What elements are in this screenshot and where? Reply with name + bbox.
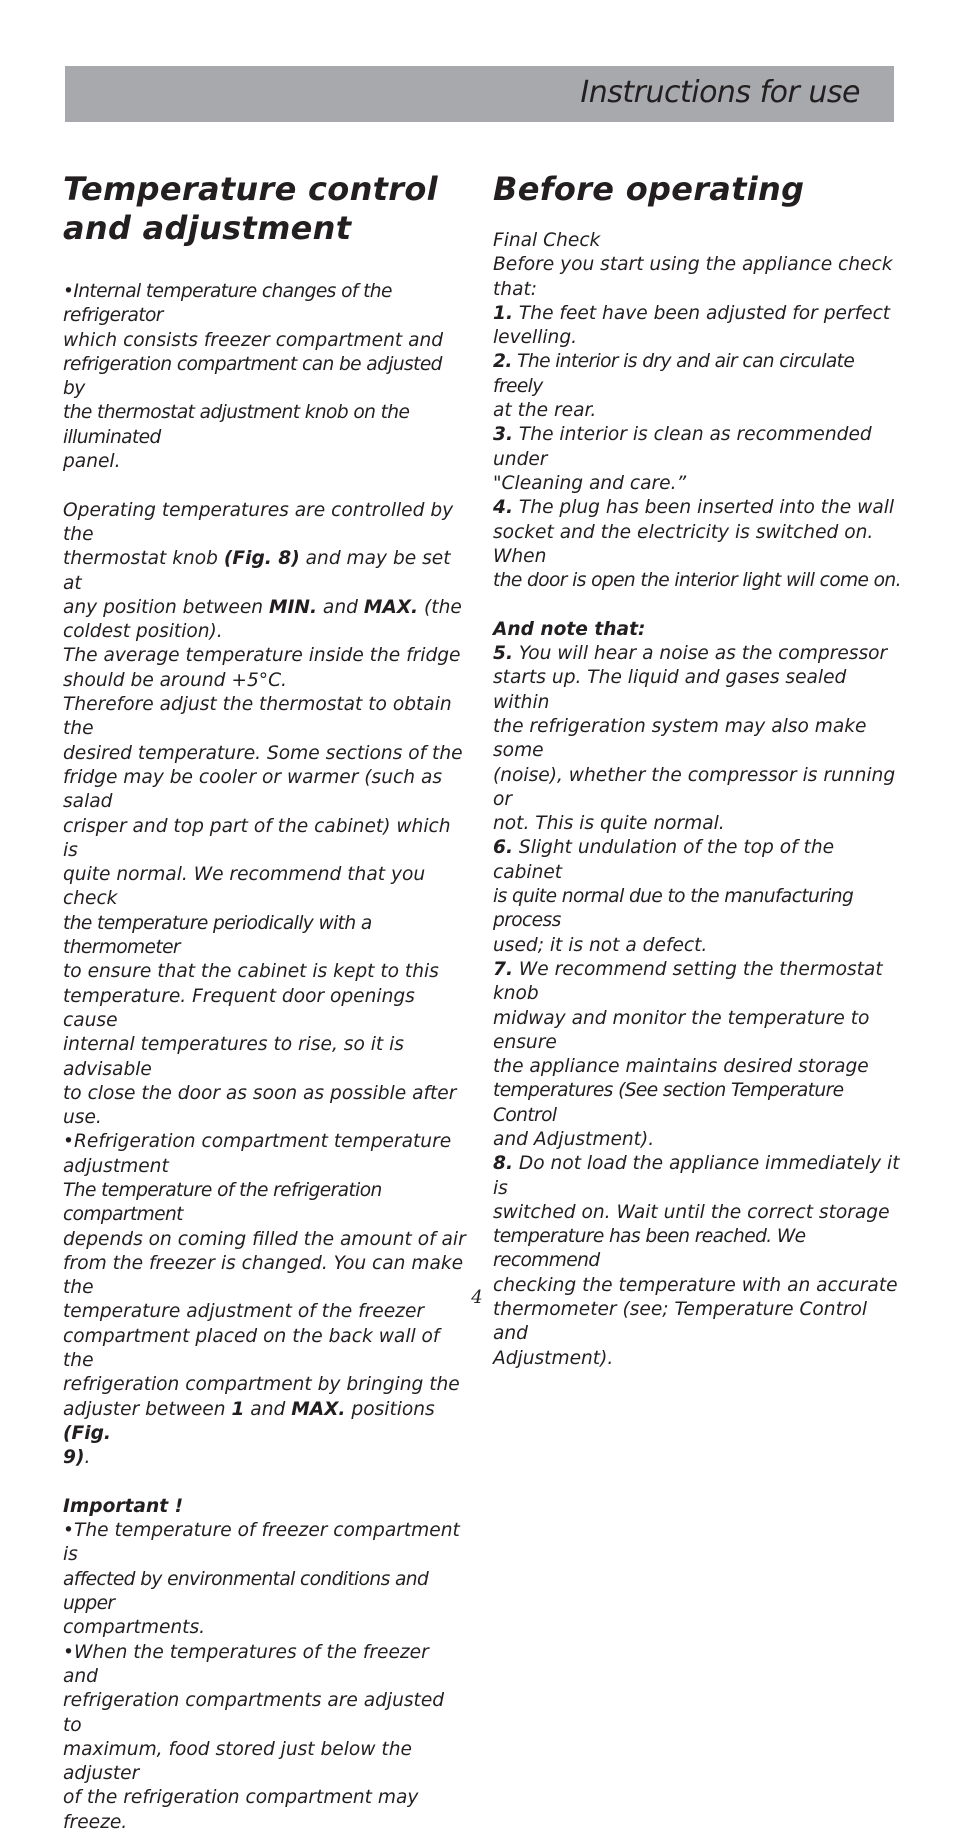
text-line: •When the temperatures of the freezer and	[63, 1641, 429, 1687]
text-line: •Refrigeration compartment temperature	[63, 1131, 452, 1153]
text-span: The interior is dry and air can circulate freely	[493, 351, 855, 397]
item-number: 2.	[493, 351, 512, 373]
text-line: temperature adjustment of the freezer	[63, 1301, 425, 1323]
text-line: panel.	[63, 451, 121, 473]
text-span: and may be set at	[63, 548, 451, 594]
text-span: and	[317, 596, 364, 618]
text-span: thermostat knob	[63, 548, 224, 570]
item-number: 7.	[493, 958, 514, 980]
text-line	[63, 596, 468, 620]
note-item	[493, 1152, 903, 1201]
item-number: 1.	[493, 302, 514, 324]
text-span: You will hear a noise as the compressor	[513, 643, 888, 665]
final-check-label: Final Check	[493, 230, 601, 251]
position-one: 1	[231, 1398, 245, 1420]
text-line: temperature. Frequent door openings cause	[63, 985, 415, 1031]
max-label: MAX.	[291, 1398, 346, 1420]
text-line: to ensure that the cabinet is kept to this	[63, 961, 439, 983]
text-span: any position between	[63, 596, 269, 618]
header-bar	[65, 66, 894, 122]
text-span: .	[84, 1447, 91, 1469]
section-title-line: and adjustment	[63, 209, 352, 247]
check-item	[493, 302, 903, 326]
fig-ref: (Fig.	[63, 1422, 111, 1444]
page-number: 4	[471, 1287, 483, 1308]
text-line: the temperature periodically with a thermometer	[63, 912, 372, 959]
text-line: compartments.	[63, 1617, 206, 1639]
text-line: internal temperatures to rise, so it is advisable	[63, 1034, 404, 1080]
note-item	[493, 836, 903, 885]
text-line: depends on coming filled the amount of air	[63, 1228, 466, 1250]
text-line: adjustment	[63, 1155, 169, 1177]
item-number: 5.	[493, 643, 514, 665]
text-line: switched on. Wait until the correct storage	[493, 1201, 890, 1223]
text-span: Slight undulation of the top of the cabinet	[493, 837, 835, 883]
text-line: checking the temperature with an accurate	[493, 1274, 898, 1296]
check-item	[493, 496, 903, 520]
note-item	[493, 642, 903, 666]
text-span: positions	[345, 1398, 435, 1420]
text-line: starts up. The liquid and gases sealed within	[493, 667, 847, 713]
item-number: 4.	[493, 497, 514, 519]
text-line: not. This is quite normal.	[493, 813, 725, 835]
header-title: Instructions for use	[580, 75, 860, 110]
temperature-body	[63, 280, 468, 1835]
item-number: 8.	[493, 1153, 514, 1175]
text-line	[63, 547, 468, 596]
text-line: crisper and top part of the cabinet) which is	[63, 815, 451, 861]
text-line: should be around +5°C.	[63, 669, 287, 691]
text-line: midway and monitor the temperature to ensure	[493, 1007, 870, 1053]
text-line: and Adjustment).	[493, 1128, 655, 1150]
check-item	[493, 350, 903, 399]
text-line: coldest position).	[63, 621, 223, 643]
text-line: maximum, food stored just below the adjuster	[63, 1738, 412, 1785]
text-line: The temperature of the refrigeration compartment	[63, 1179, 382, 1226]
text-line: is quite normal due to the manufacturing process	[493, 886, 854, 932]
text-line: the appliance maintains desired storage	[493, 1056, 869, 1078]
text-line: temperature has been reached. We recommend	[493, 1226, 806, 1272]
text-line: levelling.	[493, 327, 578, 349]
note-item	[493, 958, 903, 1007]
text-line: socket and the electricity is switched on. When	[493, 521, 874, 567]
right-column	[493, 170, 903, 1371]
text-line: quite normal. We recommend that you check	[63, 864, 426, 910]
text-span: (the	[418, 596, 462, 618]
text-span: adjuster between	[63, 1398, 232, 1420]
text-span: The interior is clean as recommended under	[493, 424, 872, 470]
min-label: MIN.	[268, 596, 318, 618]
text-line: temperatures (See section Temperature Control	[493, 1080, 844, 1126]
text-line: used; it is not a defect.	[493, 934, 708, 956]
text-line: from the freezer is changed. You can make the	[63, 1252, 464, 1299]
check-item	[493, 423, 903, 472]
before-operating-body	[493, 229, 903, 1371]
left-column	[63, 170, 468, 1835]
text-line: thermometer (see; Temperature Control and	[493, 1299, 868, 1345]
text-line: Therefore adjust the thermostat to obtain the	[63, 694, 452, 740]
text-line: which consists freezer compartment and	[63, 329, 444, 351]
text-line: affected by environmental conditions and upper	[63, 1568, 429, 1615]
text-line: to close the door as soon as possible after use.	[63, 1082, 457, 1129]
important-heading: Important !	[63, 1495, 184, 1517]
text-span: Do not load the appliance immediately it is	[493, 1153, 900, 1199]
text-line: •The temperature of freezer compartment is	[63, 1520, 460, 1566]
fig-ref: (Fig. 8)	[223, 548, 300, 570]
text-line: Before you start using the appliance check that:	[493, 254, 893, 300]
text-line: at the rear.	[493, 400, 597, 422]
item-number: 6.	[493, 837, 514, 859]
section-title-before-operating: Before operating	[493, 170, 805, 208]
text-line: refrigeration compartments are adjusted to	[63, 1690, 445, 1736]
text-line: desired temperature. Some sections of the	[63, 742, 463, 764]
section-title-temperature	[63, 170, 468, 248]
text-line: refrigeration compartment by bringing the	[63, 1374, 460, 1396]
text-span: and	[244, 1398, 292, 1420]
text-line	[63, 1446, 468, 1470]
text-line: the refrigeration system may also make some	[493, 715, 867, 762]
fig-ref: 9)	[63, 1447, 85, 1469]
text-line: of the refrigeration compartment may freeze.	[63, 1787, 419, 1833]
text-line	[63, 1398, 468, 1447]
text-line: Adjustment).	[493, 1347, 614, 1369]
text-line: The average temperature inside the fridge	[63, 645, 461, 667]
text-span: The feet have been adjusted for perfect	[513, 302, 891, 324]
text-line: fridge may be cooler or warmer (such as salad	[63, 766, 443, 813]
item-number: 3.	[493, 424, 514, 446]
note-heading: And note that:	[493, 618, 646, 640]
text-line: compartment placed on the back wall of the	[63, 1325, 440, 1372]
text-span: The plug has been inserted into the wall	[513, 497, 895, 519]
text-span: We recommend setting the thermostat knob	[493, 958, 883, 1005]
text-line: (noise), whether the compressor is running or	[493, 764, 896, 810]
text-line: the door is open the interior light will come on.	[493, 570, 901, 592]
text-line: Operating temperatures are controlled by the	[63, 499, 454, 545]
text-line: the thermostat adjustment knob on the illuminated	[63, 402, 410, 448]
max-label: MAX.	[363, 596, 419, 618]
text-line: "Cleaning and care.”	[493, 472, 687, 494]
text-line: •Internal temperature changes of the refrigerator	[63, 281, 392, 327]
text-line: refrigeration compartment can be adjusted by	[63, 353, 442, 400]
section-title-line: Temperature control	[63, 170, 438, 208]
